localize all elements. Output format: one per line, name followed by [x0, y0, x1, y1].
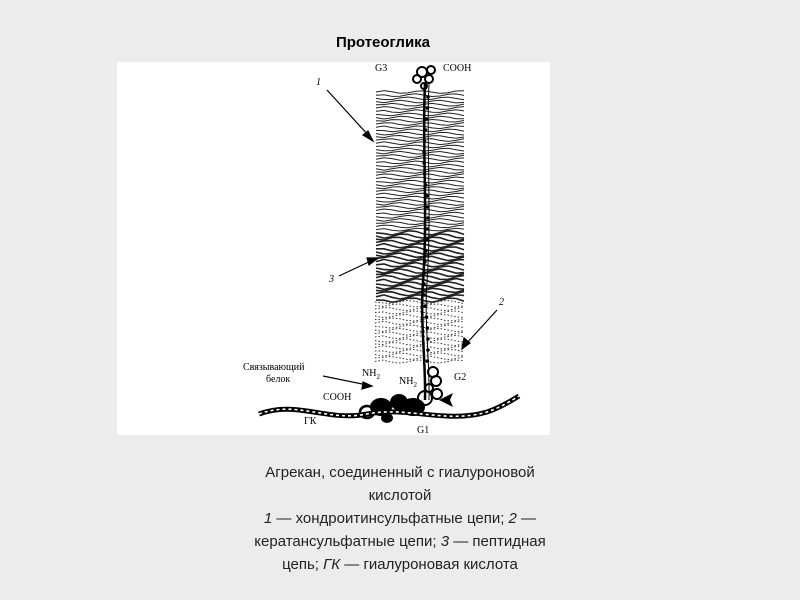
chondroitin-sulfate-chains [376, 91, 464, 303]
slide-title: Протеоглика [335, 34, 431, 51]
core-bead [426, 95, 430, 99]
ks-chain [375, 321, 463, 324]
label-binding-protein-line2: белок [266, 374, 291, 385]
cs-chain [376, 209, 464, 212]
g2-domain [425, 367, 442, 399]
cs-chain [376, 142, 464, 145]
cs-chain [376, 139, 464, 142]
cs-chain [376, 180, 464, 183]
ks-chain [375, 353, 463, 356]
ks-chain [375, 307, 463, 310]
core-bead [424, 128, 428, 132]
ks-chain [375, 335, 463, 338]
pointer-arrows [323, 90, 497, 389]
cs-chain [376, 212, 464, 215]
cs-chain [376, 177, 464, 180]
core-bead [426, 359, 430, 363]
aggrecan-figure [117, 62, 550, 435]
core-bead [423, 139, 427, 143]
cs-chain [376, 203, 464, 206]
cs-chain [376, 94, 464, 97]
cs-chain [376, 184, 464, 187]
cs-chain [376, 100, 464, 103]
cs-chain [376, 222, 464, 225]
label-hk: ГК [304, 416, 317, 427]
core-bead [426, 337, 430, 341]
cs-chain [376, 171, 464, 174]
cs-chain [376, 136, 464, 139]
cs-chain [376, 190, 464, 193]
core-bead [426, 326, 430, 330]
cs-chain [376, 97, 464, 100]
core-bead [422, 150, 426, 154]
ks-chain [375, 311, 463, 314]
cs-chain [376, 206, 464, 209]
core-bead [424, 183, 428, 187]
cs-chain [376, 107, 464, 110]
core-bead [426, 348, 430, 352]
caption-line-5: цепь; ГК — гиалуроновая кислота [282, 556, 518, 573]
ks-chain [375, 318, 463, 321]
core-bead [423, 172, 427, 176]
figure-caption [195, 461, 605, 576]
ks-chain [375, 356, 463, 359]
cs-chain [376, 151, 464, 154]
cs-chain [376, 174, 464, 177]
ks-chain [375, 304, 463, 307]
cs-chain [376, 123, 464, 126]
cs-chain [376, 219, 464, 222]
cs-chain [376, 215, 464, 218]
core-bead [422, 271, 426, 275]
cs-chain [376, 158, 464, 161]
caption-line-3: 1 — хондроитинсульфатные цепи; 2 — [263, 510, 537, 527]
label-cooh-top: COOH [443, 63, 472, 74]
cs-chain [376, 167, 464, 170]
core-bead [422, 282, 426, 286]
cs-chain [376, 193, 464, 196]
ks-chain [375, 315, 463, 318]
label-g3: G3 [375, 63, 388, 74]
cs-chain [376, 126, 464, 129]
label-num3: 3 [329, 274, 334, 285]
label-nh2-left: $NH_2$ [362, 368, 380, 381]
core-bead [424, 249, 428, 253]
ks-chain [375, 360, 463, 363]
label-g2: G2 [454, 372, 467, 383]
cs-chain [376, 187, 464, 190]
cs-chain [376, 110, 464, 113]
core-bead [425, 194, 429, 198]
ks-chain [375, 343, 463, 346]
core-bead [425, 117, 429, 121]
label-g1: G1 [417, 425, 430, 435]
cs-chain [376, 164, 464, 167]
core-bead [426, 227, 430, 231]
cs-chain [376, 161, 464, 164]
cs-chain [376, 200, 464, 203]
cs-chain [376, 225, 464, 228]
cs-chain [376, 145, 464, 148]
core-bead [422, 161, 426, 165]
cs-chain [376, 282, 464, 286]
core-bead [426, 205, 430, 209]
core-bead [423, 260, 427, 264]
cs-chain [376, 196, 464, 199]
core-bead [425, 315, 429, 319]
core-bead [423, 304, 427, 308]
cs-chain [376, 103, 464, 106]
caption-line-4: кератансульфатные цепи; 3 — пептидная [254, 533, 546, 550]
cs-chain [376, 120, 464, 123]
core-bead [423, 293, 427, 297]
cs-chain [376, 113, 464, 116]
ks-chain [375, 325, 463, 328]
cs-chain [376, 148, 464, 151]
label-nh2-right: $NH_2$ [399, 376, 417, 389]
cs-chain [376, 132, 464, 135]
cs-chain [376, 116, 464, 119]
label-binding-protein-line1: Связывающий [243, 362, 305, 373]
core-bead [425, 238, 429, 242]
core-bead [426, 216, 430, 220]
cs-chain [376, 298, 464, 302]
caption-line-1: Агрекан, соединенный с гиалуроновой [265, 464, 535, 481]
ks-chain [375, 339, 463, 342]
label-num2: 2 [499, 297, 504, 308]
ks-chain [375, 350, 463, 353]
label-cooh-bottom: COOH [323, 392, 352, 403]
keratan-sulfate-chains [375, 300, 463, 363]
label-num1: 1 [316, 77, 321, 88]
ks-chain [375, 328, 463, 331]
core-bead [426, 106, 430, 110]
cs-chain [376, 155, 464, 158]
cs-chain [376, 231, 464, 235]
cs-chain [376, 129, 464, 132]
ks-chain [375, 332, 463, 335]
cs-chain [376, 91, 464, 94]
caption-line-2: кислотой [368, 487, 432, 504]
ks-chain [375, 346, 463, 349]
